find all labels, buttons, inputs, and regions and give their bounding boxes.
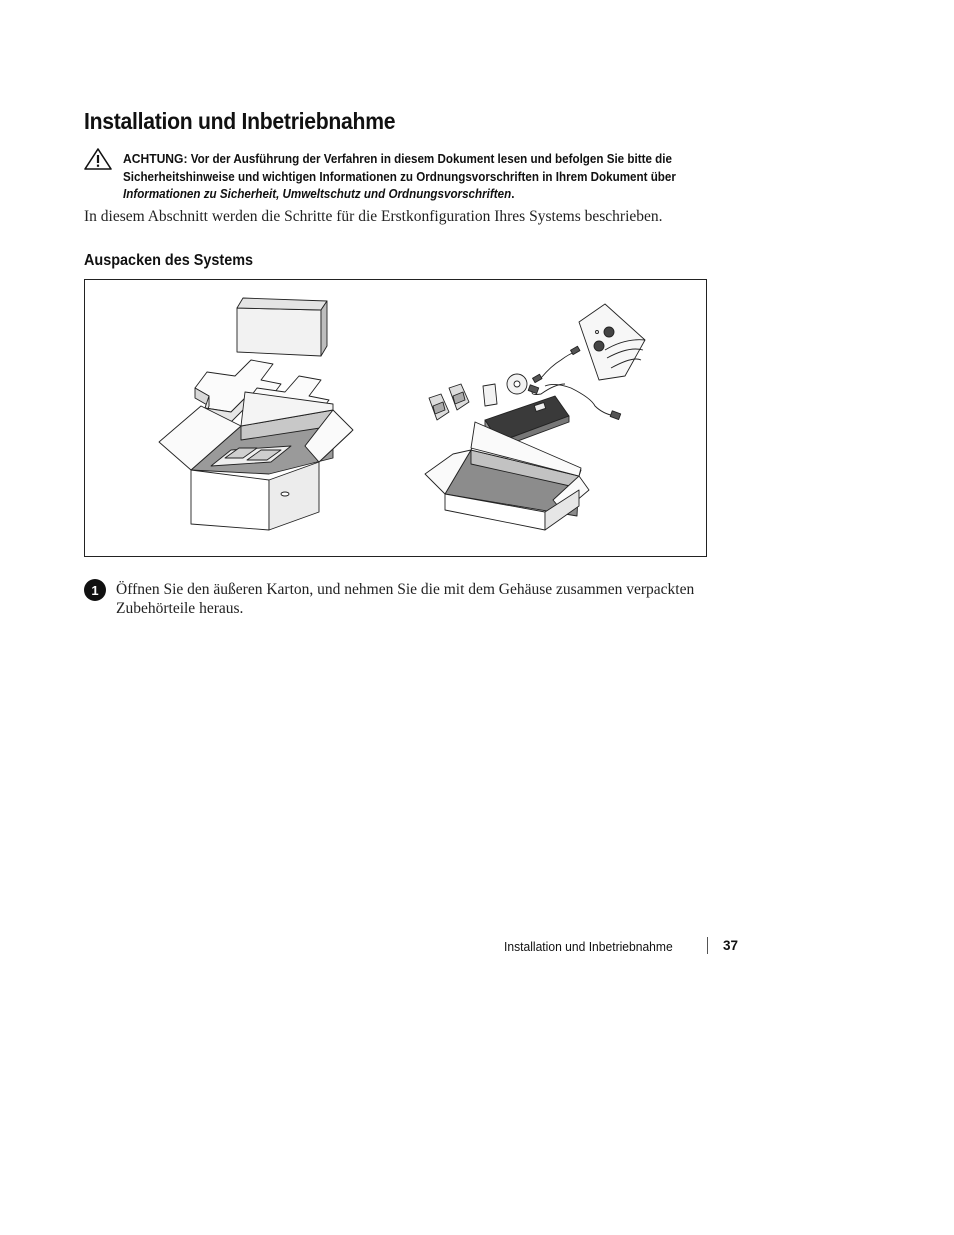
- caution-document-title: Informationen zu Sicherheit, Umweltschutz und Ordnungsvorschriften: [123, 187, 512, 201]
- caution-text: Vor der Ausführung der Verfahren in diesem Dokument lesen und befolgen Sie bitte die Sicherheitshinweise und wichtigen Informationen zu Ordnungsvorschriften in Ihrem Dokument über: [123, 152, 676, 184]
- outer-carton-unpacking-illustration: [159, 298, 353, 530]
- step-number-badge: 1: [84, 579, 106, 601]
- page-title: Installation und Inbetriebnahme: [84, 108, 396, 134]
- footer-section-title: Installation und Inbetriebnahme: [504, 939, 673, 954]
- page-number: 37: [723, 938, 739, 953]
- caution-notice: [123, 150, 681, 204]
- caution-label: ACHTUNG:: [123, 151, 188, 166]
- accessory-box-contents-illustration: [425, 304, 645, 530]
- section-heading: Auspacken des Systems: [84, 252, 254, 269]
- footer-separator: [707, 937, 708, 954]
- step-text: Öffnen Sie den äußeren Karton, und nehmen Sie die mit dem Gehäuse zusammen verpackten Zubehörteile heraus.: [116, 581, 695, 617]
- caution-period: .: [511, 187, 515, 201]
- unpacking-figure: [84, 279, 707, 557]
- warning-triangle-icon: [84, 148, 112, 170]
- intro-paragraph: In diesem Abschnitt werden die Schritte für die Erstkonfiguration Ihres Systems beschrieben.: [84, 208, 663, 225]
